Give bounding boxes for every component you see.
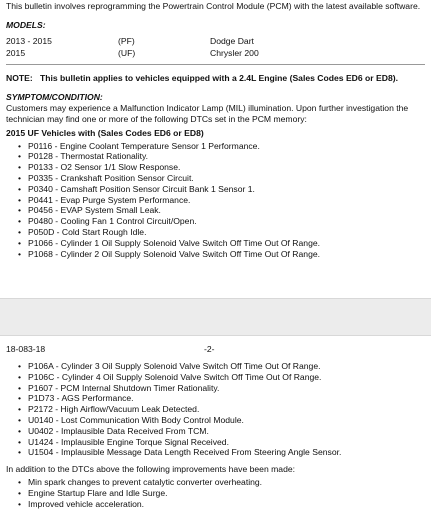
list-item: • P0116 - Engine Coolant Temperature Sensor 1 Performance. [28, 141, 425, 152]
symptom-paragraph: Customers may experience a Malfunction Indicator Lamp (MIL) illumination. Upon further investigation the technician may find one or more of the following DTCs set in the PCM memory: [6, 103, 409, 124]
list-item: • U0402 - Implausible Data Received From TCM. [28, 426, 425, 437]
model-name: Dodge Dart [210, 36, 254, 47]
list-item: • P1607 - PCM Internal Shutdown Timer Rationality. [28, 383, 425, 394]
page-separator [0, 298, 431, 336]
list-item: • Engine Startup Flare and Idle Surge. [28, 488, 425, 499]
note-text: This bulletin applies to vehicles equipped with a 2.4L Engine (Sales Codes ED6 or ED8). [40, 72, 398, 83]
symptom-heading: SYMPTOM/CONDITION: [6, 92, 103, 103]
list-item: • U1504 - Implausible Message Data Length Received From Steering Angle Sensor. [28, 447, 425, 458]
models-table [6, 36, 425, 60]
list-item: • U1424 - Implausible Engine Torque Signal Received. [28, 437, 425, 448]
model-code: (UF) [118, 48, 136, 59]
list-item: • P0335 - Crankshaft Position Sensor Circuit. [28, 173, 425, 184]
improvements-list [6, 477, 425, 509]
models-heading: MODELS: [6, 19, 46, 30]
model-row [6, 36, 425, 48]
intro-paragraph: This bulletin involves reprogramming the Powertrain Control Module (PCM) with the latest available software. [6, 1, 421, 11]
note [6, 73, 425, 84]
list-item: • P0340 - Camshaft Position Sensor Circuit Bank 1 Sensor 1. [28, 184, 425, 195]
list-item: • P106A - Cylinder 3 Oil Supply Solenoid Valve Switch Off Time Out Of Range. [28, 361, 425, 372]
model-name: Chrysler 200 [210, 48, 259, 59]
dtc-list [6, 141, 425, 260]
model-years: 2013 - 2015 [6, 36, 52, 47]
list-item: • P1D73 - AGS Performance. [28, 393, 425, 404]
model-code: (PF) [118, 36, 135, 47]
list-item: • U0140 - Lost Communication With Body Control Module. [28, 415, 425, 426]
vehicle-subheading: 2015 UF Vehicles with (Sales Codes ED6 or ED8) [6, 127, 204, 138]
list-item: • P0456 - EVAP System Small Leak. [28, 205, 425, 216]
bulletin-number: 18-083-18 [6, 343, 46, 354]
model-row [6, 48, 425, 60]
list-item: • P0128 - Thermostat Rationality. [28, 151, 425, 162]
list-item: • P1068 - Cylinder 2 Oil Supply Solenoid Valve Switch Off Time Out Of Range. [28, 249, 425, 260]
dtc-list-continued [6, 361, 425, 458]
list-item: • P0480 - Cooling Fan 1 Control Circuit/Open. [28, 216, 425, 227]
list-item: • P0441 - Evap Purge System Performance. [28, 195, 425, 206]
page-number: -2- [204, 343, 215, 354]
improvements-intro: In addition to the DTCs above the following improvements have been made: [6, 464, 296, 475]
list-item: • P106C - Cylinder 4 Oil Supply Solenoid Valve Switch Off Time Out Of Range. [28, 372, 425, 383]
list-item: • P050D - Cold Start Rough Idle. [28, 227, 425, 238]
list-item: • P0133 - O2 Sensor 1/1 Slow Response. [28, 162, 425, 173]
list-item: • P2172 - High Airflow/Vacuum Leak Detected. [28, 404, 425, 415]
list-item: • Improved vehicle acceleration. [28, 499, 425, 510]
divider [6, 64, 425, 65]
model-years: 2015 [6, 48, 26, 59]
note-label: NOTE: [6, 72, 33, 83]
list-item: • P1066 - Cylinder 1 Oil Supply Solenoid Valve Switch Off Time Out Of Range. [28, 238, 425, 249]
page-header [6, 336, 425, 356]
bulletin-page-2 [0, 336, 431, 514]
list-item: • Min spark changes to prevent catalytic converter overheating. [28, 477, 425, 488]
